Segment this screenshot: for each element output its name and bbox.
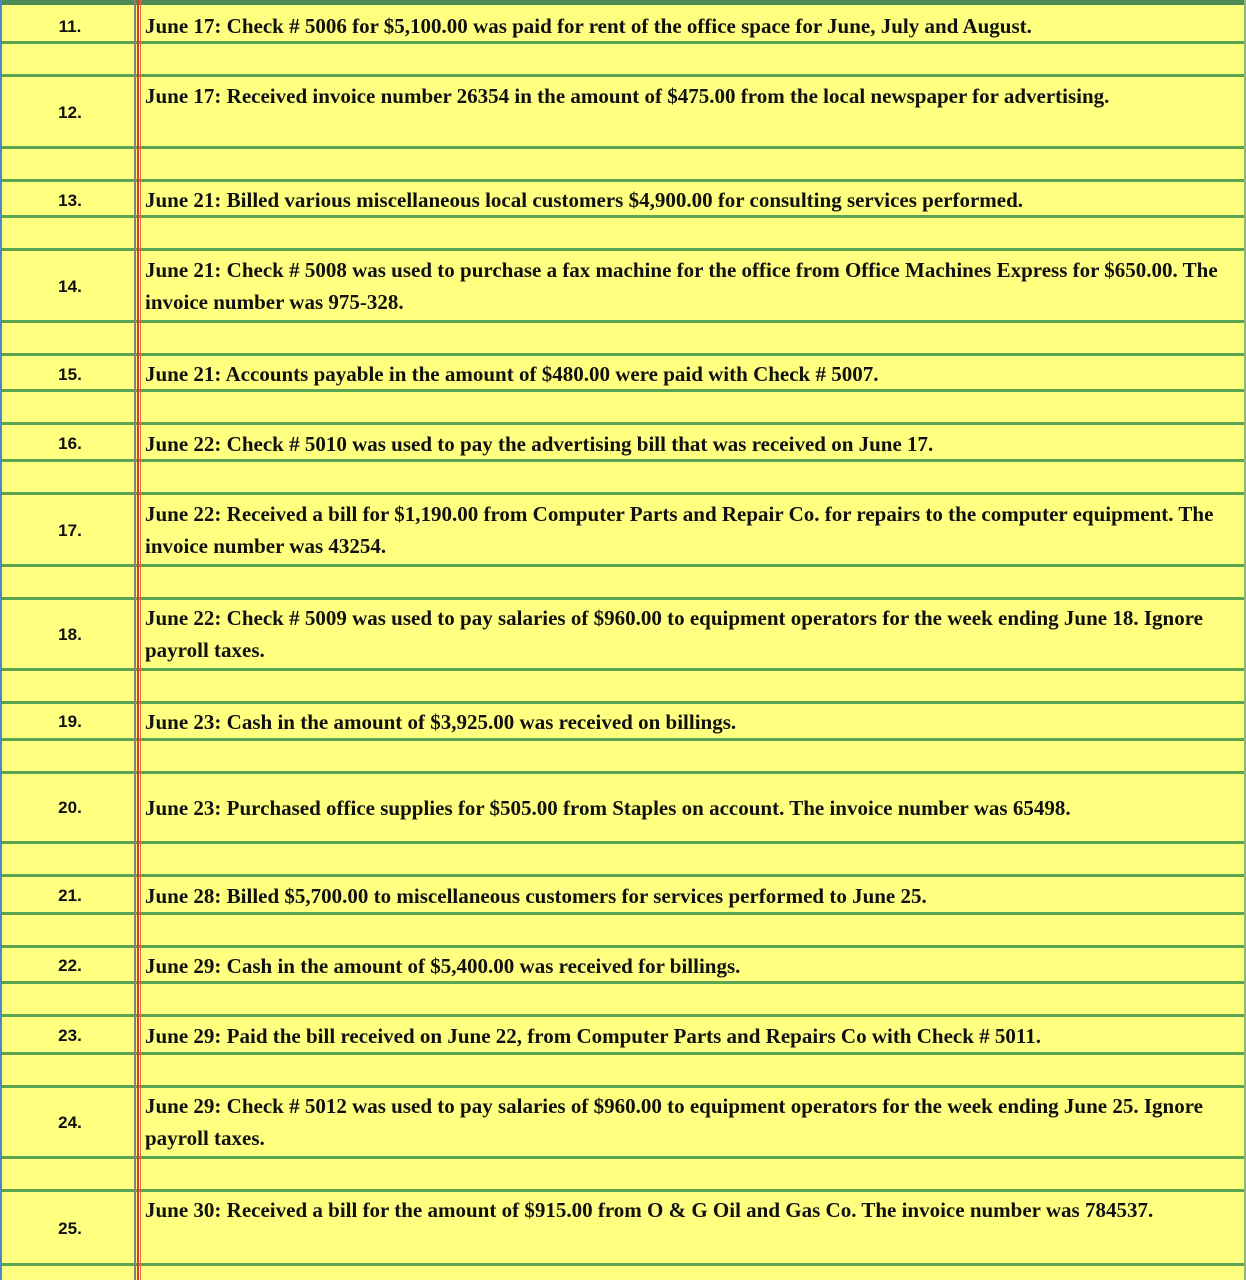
transaction-text: June 17: Check # 5006 for $5,100.00 was paid for rent of the office space for June, July and August. — [145, 14, 1032, 38]
transaction-number: 12. — [58, 103, 82, 122]
grid-line — [0, 353, 1246, 356]
transaction-number: 18. — [58, 625, 82, 644]
grid-line — [0, 1156, 1246, 1159]
transaction-text: June 23: Purchased office supplies for $505.00 from Staples on account. The invoice number was 65498. — [145, 796, 1071, 820]
transaction-number: 16. — [58, 434, 82, 453]
grid-line — [0, 841, 1246, 844]
transaction-number: 13. — [58, 191, 82, 210]
transaction-text: June 22: Check # 5009 was used to pay salaries of $960.00 to equipment operators for the week ending June 18. Ignore payroll taxes. — [145, 606, 1203, 662]
grid-line — [0, 320, 1246, 323]
transaction-text: June 22: Check # 5010 was used to pay the advertising bill that was received on June 17. — [145, 432, 934, 456]
grid-line — [0, 564, 1246, 567]
grid-line — [0, 179, 1246, 182]
transaction-number: 21. — [58, 886, 82, 905]
transaction-text: June 21: Check # 5008 was used to purchase a fax machine for the office from Office Machines Express for $650.00. The invoice number was 975-328. — [145, 258, 1218, 314]
grid-line — [0, 248, 1246, 251]
transaction-text: June 29: Cash in the amount of $5,400.00 was received for billings. — [145, 954, 741, 978]
grid-line — [0, 1014, 1246, 1017]
transaction-text: June 21: Billed various miscellaneous local customers $4,900.00 for consulting services performed. — [145, 188, 1024, 212]
transaction-number: 14. — [58, 277, 82, 296]
transaction-number: 20. — [58, 798, 82, 817]
grid-line — [0, 738, 1246, 741]
grid-line — [0, 874, 1246, 877]
margin-line — [140, 0, 141, 1280]
transaction-text: June 29: Check # 5012 was used to pay salaries of $960.00 to equipment operators for the week ending June 25. Ignore payroll taxes. — [145, 1094, 1203, 1150]
transaction-number: 25. — [58, 1219, 82, 1238]
grid-line — [0, 597, 1246, 600]
grid-line — [0, 945, 1246, 948]
grid-line — [0, 1085, 1246, 1088]
grid-line — [0, 146, 1246, 149]
transaction-text: June 17: Received invoice number 26354 in the amount of $475.00 from the local newspaper for advertising. — [145, 84, 1110, 108]
transaction-number: 22. — [58, 956, 82, 975]
grid-line — [0, 701, 1246, 704]
transaction-text: June 22: Received a bill for $1,190.00 from Computer Parts and Repair Co. for repairs to the computer equipment. The invoice number was 43254. — [145, 502, 1214, 558]
transaction-number: 11. — [58, 17, 82, 36]
grid-line — [0, 422, 1246, 425]
transaction-text: June 21: Accounts payable in the amount of $480.00 were paid with Check # 5007. — [145, 362, 879, 386]
grid-line — [0, 492, 1246, 495]
transaction-text: June 23: Cash in the amount of $3,925.00 was received on billings. — [145, 710, 737, 734]
transaction-text: June 30: Received a bill for the amount of $915.00 from O & G Oil and Gas Co. The invoice number was 784537. — [145, 1198, 1154, 1222]
grid-line — [0, 771, 1246, 774]
transaction-text: June 28: Billed $5,700.00 to miscellaneous customers for services performed to June 25. — [145, 884, 927, 908]
grid-line — [0, 1052, 1246, 1055]
transaction-text: June 29: Paid the bill received on June 22, from Computer Parts and Repairs Co with Check # 5011. — [145, 1024, 1041, 1048]
grid-line — [0, 1189, 1246, 1192]
transaction-number: 15. — [58, 365, 82, 384]
transaction-number: 17. — [58, 521, 82, 540]
grid-line — [0, 74, 1246, 77]
grid-line — [0, 912, 1246, 915]
transaction-number: 19. — [58, 712, 82, 731]
grid-line — [0, 1263, 1246, 1266]
top-border — [0, 0, 1246, 5]
transaction-number: 23. — [58, 1026, 82, 1045]
transaction-number: 24. — [58, 1113, 82, 1132]
grid-line — [0, 668, 1246, 671]
